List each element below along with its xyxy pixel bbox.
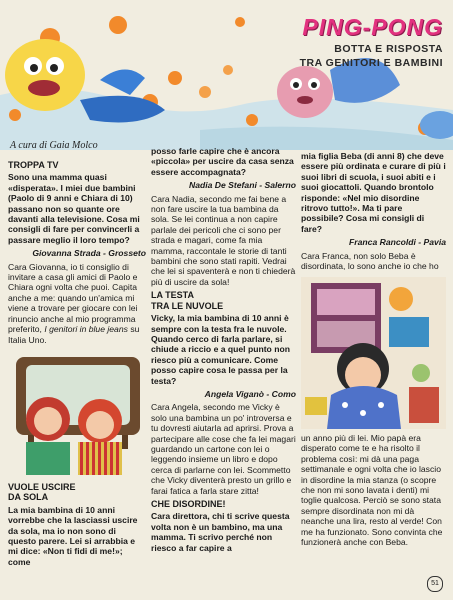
section-heading-mess: CHE DISORDINE! <box>151 499 226 509</box>
signature-tv: Giovanna Strada - Grosseto <box>32 248 146 259</box>
letter-outing: La mia bambina di 10 anni vorrebbe che la lasciassi uscire da sola, ma io non sono di questo parere. Lei si arrabbia e mi dice: «Non ti fidi di me!»; come <box>8 504 138 567</box>
letter-outing-cont: posso farle capire che è ancora «piccola» per uscire da casa senza essere accompagnata? <box>151 146 294 177</box>
subtitle-line-2: TRA GENITORI E BAMBINI <box>299 57 443 69</box>
letter-mess-cont: mia figlia Beba (di anni 8) che deve essere più ordinata e curare di più i suoi libri di scuola, i suoi abiti e i suoi giocattoli. Quando brontolo risponde: «Nel mio disordine ritrovo tutto!». Ma ti pare possibile? Cosa mi consigli di fare? <box>301 151 446 234</box>
subtitle-line-1: BOTTA E RISPOSTA <box>334 43 443 55</box>
letter-mess: Cara direttora, chi ti scrive questa volta non è un bambino, ma una mamma. Ti scrivo perché non riesco a far capire a <box>151 511 290 553</box>
title-block <box>253 14 443 69</box>
column-3 <box>301 151 446 274</box>
column-1-bottom <box>8 480 146 570</box>
header-banner <box>0 0 453 150</box>
reply-mess-cont: un anno più di lei. Mio papà era disperato come te e ha risolto il problema così: mi dà una paga settimanale e ogni volta che io lascio in disordine la mia stanza (o scopre che non mi sono lavata i denti) mi toglie qualcosa. Perciò se sono stata sempre disordinata non mi dà neanche una lira, resto al verde! Con me ha funzionato. Sono convinta che funzionerà anche con Beba. <box>301 433 443 548</box>
section-heading-outing: VUOLE USCIRE DA SOLA <box>8 482 76 503</box>
page-number: 51 <box>427 576 443 592</box>
column-2 <box>151 146 296 556</box>
column-3-bottom <box>301 433 446 550</box>
signature-mess: Franca Rancoldi - Pavia <box>349 237 446 248</box>
signature-outing: Nadia De Stefani - Salerno <box>189 180 296 191</box>
reply-clouds: Cara Angela, secondo me Vicky è solo una bambina un po' introversa e tu dovresti aiutarla ad aprirsi. Prova a partecipare alle cose che fa lei magari guardando un cartone con lei o leggendo insieme un libro e dopo cerca di parlarne con lei. Scommetto che Vicky diventerà presto un grillo e farai fatica a farla stare zitta! <box>151 402 296 496</box>
section-heading-clouds: LA TESTA TRA LE NUVOLE <box>151 290 224 311</box>
column-1 <box>8 158 146 348</box>
reply-mess-start: Cara Franca, non solo Beba è disordinata, lo sono anche io che ho <box>301 250 439 272</box>
signature-clouds: Angela Viganò - Como <box>204 388 296 399</box>
tv-show-title: I genitori in blue jeans <box>44 324 128 335</box>
messy-room-illustration <box>301 277 446 429</box>
page-title: PING-PONG <box>302 14 443 40</box>
letter-clouds: Vicky, la mia bambina di 10 anni è sempre con la testa fra le nuvole. Quando cerco di farla parlare, si chiude a riccio e a quel punto non riesco più a comunicare. Come posso capire cosa le passa per la testa? <box>151 313 290 386</box>
reply-tv: Cara Giovanna, io ti consiglio di invitare a casa gli amici di Paolo e Chiara ogni volta che puoi. Capita anche a me: quando un'amica mi viene a trovare per giocare con lei rinuncio anche al mio programma preferito, I genitori in blue jeans su Italia Uno. <box>8 261 140 345</box>
reply-outing: Cara Nadia, secondo me fai bene a non fare uscire la tua bambina da sola. Se lei continua a non capire parlale dei pericoli che ci sono per strada e magari, come fa mia mamma, raccontale le storie di tanti bambini che sono stati rapiti. Vedrai che lei si spaventerà e non ti chiederà più di uscire da sola! <box>151 193 296 287</box>
kids-tv-illustration <box>8 347 146 475</box>
editor-credit: A cura di Gaia Molco <box>10 140 98 151</box>
letter-tv: Sono una mamma quasi «disperata». I miei due bambini (Paolo di 9 anni e Chiara di 10) passano non so quante ore davanti alla televisione. Cosa mi consigli di fare per convincerli a passare meglio il loro tempo? <box>8 172 140 245</box>
section-heading-tv: TROPPA TV <box>8 160 59 170</box>
